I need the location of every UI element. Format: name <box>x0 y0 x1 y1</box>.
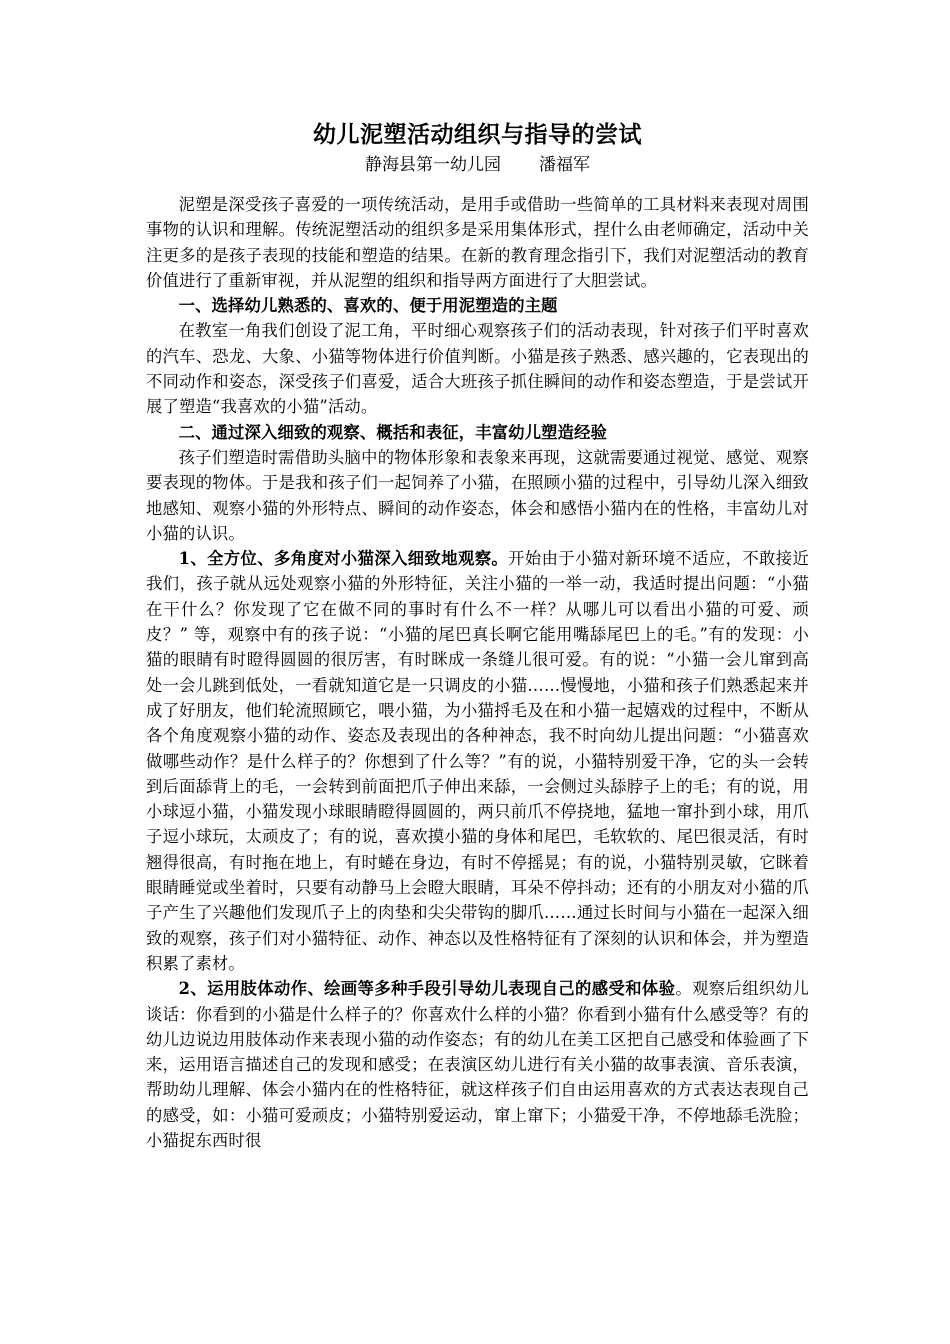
author-name: 潘福军 <box>539 155 590 175</box>
point-2-paragraph <box>146 976 809 1153</box>
section-1-body: 在教室一角我们创设了泥工角，平时细心观察孩子们的活动表现，针对孩子们平时喜欢的汽车、恐龙、大象、小猫等物体进行价值判断。小猫是孩子熟悉、感兴趣的，它表现出的不同动作和姿态，深受孩子们喜爱，适合大班孩子抓住瞬间的动作和姿态塑造，于是尝试开展了塑造“我喜欢的小猫”活动。 <box>146 321 809 417</box>
author-school: 静海县第一幼儿园 <box>365 155 501 175</box>
point-1-lead: 1、全方位、多角度对小猫深入细致地观察。 <box>178 549 509 569</box>
author-line <box>146 152 809 178</box>
section-2-body: 孩子们塑造时需借助头脑中的物体形象和表象来再现，这就需要通过视觉、感觉、观察要表现的物体。于是我和孩子们一起饲养了小猫，在照顾小猫的过程中，引导幼儿深入细致地感知、观察小猫的外形特点、瞬间的动作姿态，体会和感悟小猫内在的性格，丰富幼儿对小猫的认识。 <box>146 447 809 543</box>
section-2-heading: 二、通过深入细致的观察、概括和表征，丰富幼儿塑造经验 <box>178 422 608 442</box>
point-1-body: 开始由于小猫对新环境不适应，不敢接近我们，孩子就从远处观察小猫的外形特征，关注小猫的一举一动，我适时提出问题：“小猫在干什么？你发现了它在做不同的事时有什么不一样？从哪儿可以看出小猫的可爱、顽皮？” 等，观察中有的孩子说：“小猫的尾巴真长啊它能用嘴舔尾巴上的毛。”有的发现：小猫的眼睛有时瞪得圆圆的很厉害，有时眯成一条缝儿很可爱。有的说：“小猫一会儿窜到高处一会儿跳到低处，一看就知道它是一只调皮的小猫……慢慢地，小猫和孩子们熟悉起来并成了好朋友，他们轮流照顾它，喂小猫，为小猫捋毛及在和小猫一起嬉戏的过程中，不断从各个角度观察小猫的动作、姿态及表现出的各种神态，我不时向幼儿提出问题：“小猫喜欢做哪些动作？是什么样子的？你想到了什么等？”有的说，小猫特别爱干净，它的头一会转到后面舔背上的毛，一会转到前面把爪子伸出来舔，一会侧过头舔脖子上的毛；有的说，用小球逗小猫，小猫发现小球眼睛瞪得圆圆的，两只前爪不停挠地，猛地一窜扑到小球，用爪子逗小球玩，太顽皮了；有的说，喜欢摸小猫的身体和尾巴，毛软软的、尾巴很灵活，有时翘得很高，有时拖在地上，有时蜷在身边，有时不停摇晃；有的说，小猫特别灵敏，它眯着眼睛睡觉或坐着时，只要有动静马上会瞪大眼睛，耳朵不停抖动；还有的小朋友对小猫的爪子产生了兴趣他们发现爪子上的肉垫和尖尖带钩的脚爪……通过长时间与小猫在一起深入细致的观察，孩子们对小猫特征、动作、神态以及性格特征有了深刻的认识和体会，并为塑造积累了素材。 <box>146 549 809 973</box>
point-2-body: 。观察后组织幼儿谈话：你看到的小猫是什么样子的？你喜欢什么样的小猫？你看到小猫有什么感受等？有的幼儿边说边用肢体动作来表现小猫的动作姿态；有的幼儿在美工区把自己感受和体验画了下来，运用语言描述自己的发现和感受；在表演区幼儿进行有关小猫的故事表演、音乐表演，帮助幼儿理解、体会小猫内在的性格特征，就这样孩子们自由运用喜欢的方式表达表现自己的感受，如：小猫可爱顽皮；小猫特别爱运动，窜上窜下；小猫爱干净，不停地舔毛洗脸；小猫捉东西时很 <box>146 979 809 1150</box>
intro-paragraph: 泥塑是深受孩子喜爱的一项传统活动，是用手或借助一些简单的工具材料来表现对周围事物的认识和理解。传统泥塑活动的组织多是采用集体形式，捏什么由老师确定，活动中关注更多的是孩子表现的技能和塑造的结果。在新的教育理念指引下，我们对泥塑活动的教育价值进行了重新审视，并从泥塑的组织和指导两方面进行了大胆尝试。 <box>146 195 809 290</box>
document-title: 幼儿泥塑活动组织与指导的尝试 <box>313 121 642 148</box>
document-page <box>146 118 809 1153</box>
point-2-lead: 2、运用肢体动作、绘画等多种手段引导幼儿表现自己的感受和体验 <box>178 979 676 999</box>
section-1-heading: 一、选择幼儿熟悉的、喜欢的、便于用泥塑造的主题 <box>178 296 558 316</box>
point-1-paragraph <box>146 546 809 976</box>
